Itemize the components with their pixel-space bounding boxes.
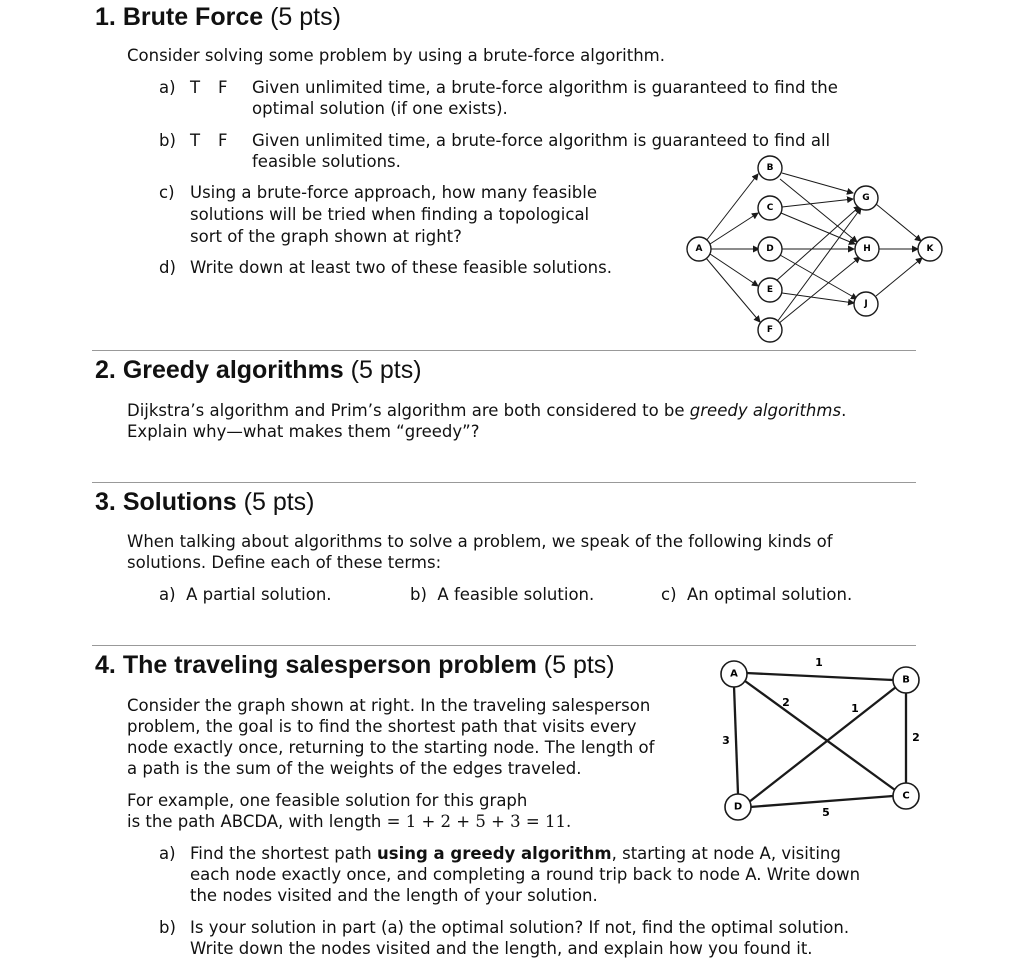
- q4a-line3: the nodes visited and the length of your solution.: [190, 886, 598, 905]
- q4-heading: 4. The traveling salesperson problem (5 pts): [95, 651, 615, 679]
- q4b-label: b): [159, 918, 176, 937]
- edge-f-g: [777, 208, 861, 322]
- graph-node-k: [918, 237, 942, 261]
- divider-q2-q3: [92, 482, 916, 483]
- tsp-weight-da: 3: [722, 734, 730, 747]
- divider-q1-q2: [92, 350, 916, 351]
- edge-d-j: [780, 255, 857, 299]
- q4a-line1: Find the shortest path using a greedy algorithm, starting at node A, visiting: [190, 844, 841, 863]
- tsp-edge-a-b: [746, 673, 893, 680]
- q3b: b) A feasible solution.: [410, 585, 595, 604]
- q4b-line2: Write down the nodes visited and the length, and explain how you found it.: [190, 939, 813, 958]
- graph-node-j: [854, 292, 878, 316]
- q4-p1-line3: node exactly once, returning to the starting node. The length of: [127, 738, 655, 757]
- q1a-line2: optimal solution (if one exists).: [252, 99, 508, 118]
- q1a-true: T: [190, 78, 201, 97]
- graph-node-a: [687, 237, 711, 261]
- svg-text:G: G: [862, 193, 870, 203]
- q1c-line1: Using a brute-force approach, how many feasible: [190, 183, 597, 202]
- q2-line2: Explain why—what makes them “greedy”?: [127, 422, 480, 441]
- edge-e-g: [776, 206, 860, 281]
- tsp-node-a: [721, 661, 747, 687]
- q1-heading: 1. Brute Force (5 pts): [95, 3, 341, 31]
- edge-e-j: [782, 293, 854, 303]
- tsp-edge-b-d: [749, 687, 896, 802]
- q1b-line1: Given unlimited time, a brute-force algorithm is guaranteed to find all: [252, 131, 831, 150]
- q4b-line1: Is your solution in part (a) the optimal solution? If not, find the optimal solution.: [190, 918, 850, 937]
- svg-text:C: C: [902, 790, 910, 802]
- q4-p1-line4: a path is the sum of the weights of the edges traveled.: [127, 759, 582, 778]
- tsp-weight-bc: 2: [912, 731, 920, 744]
- q1a-label: a): [159, 78, 176, 97]
- q4-p1-line2: problem, the goal is to find the shortest path that visits every: [127, 717, 637, 736]
- edge-b-h: [780, 179, 857, 242]
- q1d-line1: Write down at least two of these feasible solutions.: [190, 258, 612, 277]
- q2-heading: 2. Greedy algorithms (5 pts): [95, 356, 422, 384]
- graph-node-g: [854, 186, 878, 210]
- graph-node-h: [855, 237, 879, 261]
- q1a-line1: Given unlimited time, a brute-force algorithm is guaranteed to find the: [252, 78, 838, 97]
- svg-text:A: A: [730, 668, 738, 680]
- graph-node-c: [758, 196, 782, 220]
- tsp-edge-a-c: [745, 681, 895, 790]
- q4-p2-line1: For example, one feasible solution for this graph: [127, 791, 528, 810]
- tsp-graph: [700, 645, 940, 835]
- q4-p2-line2: is the path ABCDA, with length = 1 + 2 + 5 + 3 = 11.: [127, 812, 572, 831]
- edge-j-k: [876, 258, 922, 296]
- edge-a-b: [706, 174, 758, 241]
- q3-heading: 3. Solutions (5 pts): [95, 488, 315, 516]
- graph-node-d: [758, 237, 782, 261]
- svg-text:F: F: [766, 325, 774, 335]
- q1d-label: d): [159, 258, 176, 277]
- svg-text:D: D: [766, 244, 774, 254]
- graph-node-b: [758, 156, 782, 180]
- q3a: a) A partial solution.: [159, 585, 332, 604]
- q1c-label: c): [159, 183, 175, 202]
- svg-text:K: K: [926, 244, 934, 254]
- svg-text:B: B: [902, 674, 910, 686]
- svg-text:D: D: [733, 801, 743, 813]
- graph-node-e: [758, 278, 782, 302]
- svg-text:E: E: [766, 285, 774, 295]
- svg-text:A: A: [695, 244, 703, 254]
- edge-b-g: [782, 173, 853, 193]
- q1-intro: Consider solving some problem by using a brute-force algorithm.: [127, 46, 665, 65]
- tsp-weight-ab: 1: [815, 656, 823, 669]
- q4a-line2: each node exactly once, and completing a round trip back to node A. Write down: [190, 865, 861, 884]
- topological-sort-graph: [0, 0, 1024, 350]
- edge-f-h: [778, 257, 860, 324]
- edge-c-h: [781, 213, 855, 244]
- tsp-weight-bd: 1: [851, 702, 859, 715]
- graph-edges: [706, 173, 922, 324]
- q4a-label: a): [159, 844, 176, 863]
- q4-p1-line1: Consider the graph shown at right. In the traveling salesperson: [127, 696, 651, 715]
- q1b-line2: feasible solutions.: [252, 152, 401, 171]
- q1c-line3: sort of the graph shown at right?: [190, 227, 462, 246]
- svg-text:H: H: [863, 244, 871, 254]
- q3c: c) An optimal solution.: [661, 585, 853, 604]
- tsp-node-d: [725, 794, 751, 820]
- tsp-weight-cd: 5: [822, 806, 830, 819]
- svg-text:J: J: [864, 299, 868, 309]
- q2-line1: Dijkstra’s algorithm and Prim’s algorithm are both considered to be greedy algorithms.: [127, 401, 847, 420]
- svg-text:C: C: [766, 203, 774, 213]
- edge-a-c: [710, 213, 758, 244]
- tsp-edge-d-a: [734, 686, 738, 794]
- q1b-label: b): [159, 131, 176, 150]
- edge-g-k: [876, 204, 921, 241]
- edge-a-e: [710, 254, 758, 286]
- q1a-false: F: [218, 78, 228, 97]
- tsp-node-b: [893, 667, 919, 693]
- graph-node-f: [758, 318, 782, 342]
- tsp-weight-ac: 2: [782, 696, 790, 709]
- svg-text:B: B: [766, 163, 774, 173]
- q3-line2: solutions. Define each of these terms:: [127, 553, 442, 572]
- q1b-true: T: [190, 131, 201, 150]
- edge-c-g: [782, 199, 853, 207]
- q3-line1: When talking about algorithms to solve a problem, we speak of the following kinds of: [127, 532, 833, 551]
- tsp-node-c: [893, 783, 919, 809]
- q1c-line2: solutions will be tried when finding a topological: [190, 205, 590, 224]
- q1b-false: F: [218, 131, 228, 150]
- edge-a-f: [706, 258, 760, 322]
